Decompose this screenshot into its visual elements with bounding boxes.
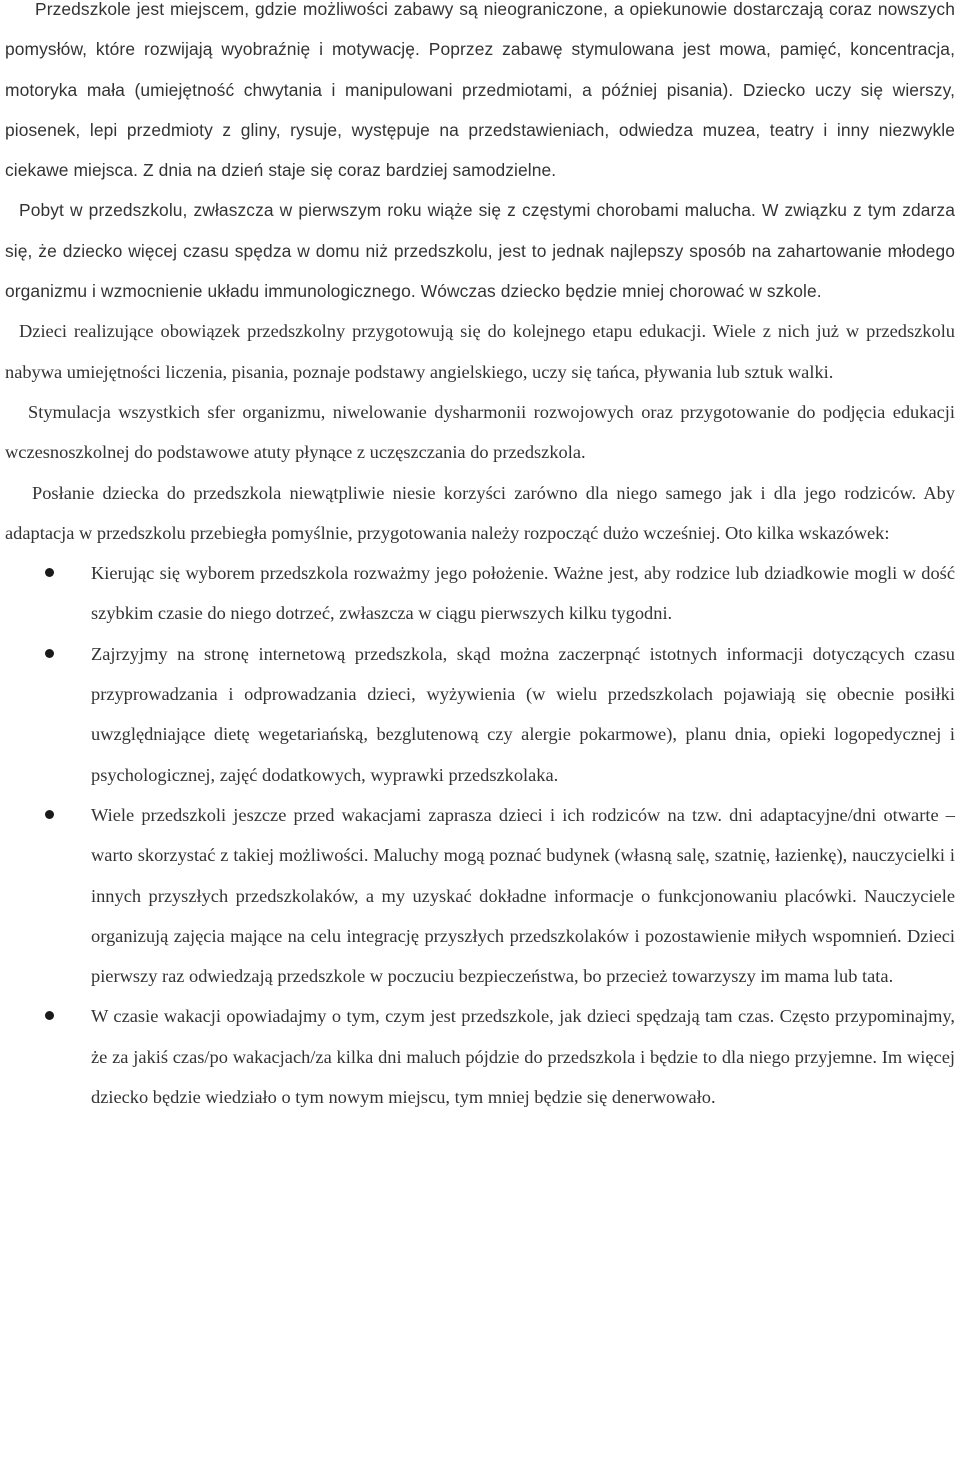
bullet-icon [45,568,54,577]
paragraph-education: Dzieci realizujące obowiązek przedszkolny przygotowują się do kolejnego etapu edukacji. Wiele z nich już w przedszkolu nabywa umiejętności liczenia, pisania, poznaje podstawy angielskiego, uczy się tańca, pływania lub sztuk walki. [5,321,955,382]
paragraph-intro [5,0,955,190]
paragraph-intro-part-a: Przedszkole jest miejscem, gdzie możliwości zabawy są nieograniczone, a opiekunowie dostarczają coraz nowszych pomysłów, które rozwijają wyobraźnię i motywację. Poprzez zabawę stymulowana jest mowa, pamięć, koncentracja, motoryka mała (umiejętność chwytania i manipulowani przedmiotami, a później pisania). [5,0,955,100]
list-item-text: Zajrzyjmy na stronę internetową przedszkola, skąd można zaczerpnąć istotnych informacji dotyczących czasu przyprowadzania i odprowadzania dzieci, wyżywienia (w wielu przedszkolach pojawiają się obecnie posiłki uwzględniające dietę wegetariańską, bezglutenową czy alergie pokarmowe), planu dnia, opieki logopedycznej i psychologicznej, zajęć dodatkowych, wyprawki przedszkolaka. [91,643,955,785]
list-item [91,795,955,996]
paragraph-stimulation: Stymulacja wszystkich sfer organizmu, niwelowanie dysharmonii rozwojowych oraz przygotowanie do podjęcia edukacji wczesnoszkolnej do podstawowe atuty płynące z uczęszczania do przedszkola. [5,401,955,463]
list-item [91,634,955,795]
list-item-text: W czasie wakacji opowiadajmy o tym, czym jest przedszkole, jak dzieci spędzają tam czas. Często przypominajmy, że za jakiś czas/po wakacjach/za kilka dni maluch pójdzie do przedszkola i będzie to dla niego przyjemne. Im więcej dziecko będzie wiedziało o tym nowym miejscu, tym mniej będzie się denerwowało. [91,1006,955,1108]
bullet-icon [45,1011,54,1020]
bullet-icon [45,649,54,658]
list-item-text: Wiele przedszkoli jeszcze przed wakacjami zaprasza dzieci i ich rodziców na tzw. dni adaptacyjne/dni otwarte – warto skorzystać z takiej możliwości. Maluchy mogą poznać budynek (własną salę, szatnię, łazienkę), nauczycielki i innych przyszłych przedszkolaków, a my uzyskać dokładne informacje o funkcjonowaniu placówki. Nauczyciele organizują zajęcia mające na celu integrację przyszłych przedszkolaków i pozostawienie miłych wspomnień. Dzieci pierwszy raz odwiedzają przedszkole w poczuciu bezpieczeństwa, bo przecież towarzyszy im mama lub tata. [91,804,955,987]
paragraph-illness: Pobyt w przedszkolu, zwłaszcza w pierwszym roku wiąże się z częstymi chorobami malucha. W związku z tym zdarza się, że dziecko więcej czasu spędza w domu niż przedszkolu, jest to jednak najlepszy sposób na zahartowanie młodego organizmu i wzmocnienie układu immunologicznego. Wówczas dziecko będzie mniej chorować w szkole. [5,200,955,302]
list-item-text: Kierując się wyborem przedszkola rozważmy jego położenie. Ważne jest, aby rodzice lub dziadkowie mogli w dość szybkim czasie do niego dotrzeć, zwłaszcza w ciągu pierwszych kilku tygodni. [91,563,955,624]
paragraph-adaptation: Posłanie dziecka do przedszkola niewątpliwie niesie korzyści zarówno dla niego samego jak i dla jego rodziców. Aby adaptacja w przedszkolu przebiegła pomyślnie, przygotowania należy rozpocząć dużo wcześniej. Oto kilka wskazówek: [5,482,955,543]
paragraph-intro-part-b: Dziecko uczy się wierszy, piosenek, lepi przedmioty z gliny, rysuje, występuje na przedstawieniach, odwiedza muzea, teatry i inny niezwykle ciekawe miejsca. Z dnia na dzień staje się coraz bardziej samodzielne. [5,79,955,181]
list-item [91,996,955,1117]
list-item [91,553,955,634]
tips-list [5,553,955,1117]
bullet-icon [45,810,54,819]
